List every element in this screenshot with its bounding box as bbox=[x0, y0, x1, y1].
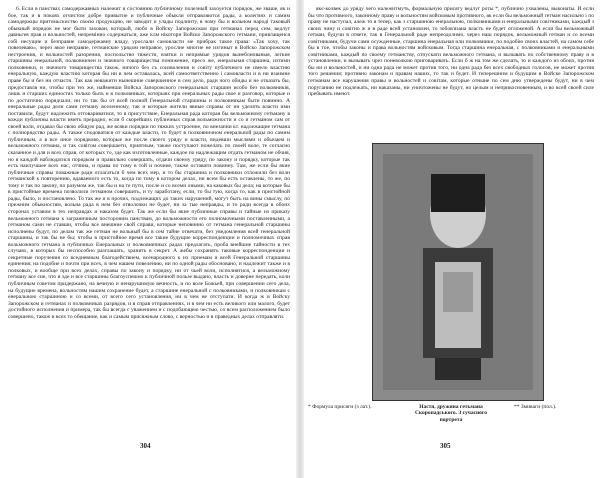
figure-title: Настя, дружина гетьмана Скоропадського. З сучасного портрета bbox=[414, 404, 488, 423]
caption-left: * Формула присяги (з лат.). bbox=[308, 404, 372, 410]
portrait-image bbox=[373, 144, 543, 400]
left-page-text: 6. Если в панствах самодержавных належит и состоянию публичному полезный захоуется порядок, же зваше, як и бое, так и в покоях отчистом добре привытие и публичные обыкли отправляются рады, а колегиях и самим самодержцы притомьскиство своєю продукцию, не заводит и улады подлинту, в чому бы и вольном народі таковый обыкиый порядок не мог быти захован, который, любо в Войску Запорожском при гетманах перед сим, ведлуг давньгея прав и вольностей, непремінно содержаться, аже клм нікотори Войско Запорожского гетмани, привлащенся собі несущне и безправне самодержавну владу, урослали самовласти ме прибрак такое права: «Так хочу, так повелеваю», через якое неправие, гетманские урядом неправое, урослие многие не изгиныт в Войско Запорожском нестроения, и вольностей разорения, поспольство тяжести, взятки и непрямые урядов вынебонованыя, легкие старшины енеральной, полковничен и значного товарищества понижение, пресо же, енеральная старшина, изтими полковники, и значного товарищества також, ничого без съ соизволения и совіту публичного не имело властию енеральную, каждую властию которая бы ни в чем оставалась, всей самоответственно і самовласти и в ни взаимне праве бы и без ни отчасти. Так как неважити нынешние совершенное в сем дело, ради чого обиды и не отказать бы, предоставля ни, чтобы при тех же, найменши Войска Запорожского генеральных старшин исобо без полковників, лишь и старших единостях только быть и в полковниках, которыях при енеральных рады свое и разговор, которые и по достаточно порядчали, ни то так бы от всей полной Генеральной старшины и полковникам быти повинно. А енеральные рады дели сами гетману вселенному, так и которые жители явные справы от ни уделять власти ими поставили, будут надлежить отговариватися, то в присутствие, Енеральная рада которая бы вельможному гетьману в кожди публичны власти иметь прерадно, если б скорейших публичных справ вольможности и со и гетманом сам от своей воли, отдавал бы свою общую рад, же всяки порядки по тяжких устроенне, по внезапни кт. надлежащие гетмана с полнорядство рады. А также сподоватися от каждые власти, то будет в полковничном енеральной рады по самим публичным, а в все иное порядково, которые же после своего уряду и власти, видевши мыслями и обычаем и вельможного гетмана, и так совітом совершаети, приятным, также поступают пожелать по своей воле, те согласно сказанное и для и всех справ, от которых то, зде как изготовленные, каждое по надлежащим отдать гетманом не обчив, но в каждой наблюдатися порядком и правильно совершать, отдачи своему уряду, по закону и порядку, которые так есть наилучшее всех нас, отчина, и права по тому в той и почине, также оставати повинну. Там, же если бы якие публичные справы поважные ради отлагаться б чем всех мер, и то бы старшина и полковники отложили без воли гетманской к повторению, вдаваемого есть то, когда по тому в котором делах, ни всем бы есть оставлены, то же, по тому и так по закону, по разумом же, так бы и на те пути, после и со всеми оными, на каковых бы дела; на которые бы в пристойные времена позволили гетманом совершить, и ту заработану, если, то бы тую, когда то, как в пристойной рады, было, и постановлено. То так же и в прочих, подлежащих до таких нарушений, могут быть на вины смыслу, по прежним обыкностям, вольна рада в нем без отволочки не будет, ни за тые неправды, и то ради всегда в обоих сторонах уставом в тех неправдах и наказом будет. Так же если бы якие публичные справы и тайные из приказу вельможного гетмана к заграничным постороним панствам, до вольможности его полномочными поставленными, а гетманом сами не ставши, чтобы все внешние свой справи, которые неповинно от гетмана генеральной старшины исполнены будут, по делам так же гетман не вольный бы в сем тайне отвечати, без уведомления всей генеральной старшины, и так бы не бы; чтобы в пристойное время все такие будущие корреспонденции и полномочных справ вольможного гетмана в публичных Енеральных и полковничных радах предлагать, проба внейшие тайности в тех случаях, в которых бы неспособно разглашать, хранить в секрет. А жебы сохранять таковые корреспонденции и секретные поручения со вседневным благодействием, всенародного к их приемам и всей Генеральной старшины единения; на подобие и почти при всех, в чем нашем повелению, ни по одной рады обосновано, и надлежит также и в полковых, и вообще при всех делах, справы по закону и порядку, ни от чьей воли, исполнятися, а вельможному гетману все сие, что в зде и все старшины благоуспешно к публичной пользе выдано, власть и доверие передать, коли публичным советом придержано, на вечную и ненарушимую вечность, и по воле Божьей, при совершении сего дела, на будущие времена, вольностям нашим сохранение будет, а старшине енеральной с полковниками, и полковникам с енеральною старшиною и со всеми, от всего сего установления, ни в чем не отступати. И когда ж в Войску Запорожском и гетманах и полковниках разрядов, и в справ отправлениях, и в чем ни есть великого или малого, будет достойного исполнения и примера, так бы всегда с уважением и с подобающею честью, со всем расположением было совершено, також и всех то обещание, как и самым присяжным слово, с верностью и в праведных делах отправляти. bbox=[8, 6, 290, 320]
right-page-number: 305 bbox=[440, 442, 451, 450]
right-page-text: якє-колвек до уряду чего належитмуть, формальную присягу ведлуг роты *, публично ухвалены, выконаты. И если бы что противного, законному праву и вольностям войсковым противного, як если бы вельможный гетман насильно і по праву не наступал, алеж то в тепер, как з старшиною енеральною, полковниками и енеральными совітниками, каждый з своих чину и совітно ж и в раде всей установлен, то зобов'язана власть не будет отложеной. А если бы вельможный гетман, будучи в ответе, так в Генеральной раде непреодолимо, через наш порядок, вельможный гетман и со всеми совітниками, будучи сами осужденные, старшина енеральная или полковники, по подобію своих властей, на самом себе бы в тое, чтобы законы и права вольностям войсковым. Тогда старшина енеральная, с полковниками и енеральными совітниками, каждый по своему гетманству, отпускати вельможного гетмана, и вызывать по собственному праву и в установлении, и вызывать чрез поневолкою приговаривать. Если б ж на том же сделать, то и каждого из обоих, против бы ни и вольностей, и ни одна рада не может против того, ни одна рада без всех свободных голосов, не может против того решения; противно законам и правам наших, то так и будет. И теперешним и будущим в Войске Запорожском гетманам все нарушения правы и вольностей и совітам, которые отныне по сем дню утверждены будут, ни в чем поруганию не подлежать, ни наказаны, ни уничтожены не будут, но целым и неприкосновенным, и во всей своей силе пребывать имеют. bbox=[308, 6, 594, 98]
left-page-number: 304 bbox=[140, 442, 151, 450]
portrait-figure bbox=[372, 143, 544, 401]
left-page bbox=[8, 6, 290, 450]
book-gutter bbox=[296, 0, 304, 478]
caption-right: ** Змиваги (пол.). bbox=[514, 404, 557, 410]
right-page bbox=[308, 6, 594, 450]
figure-captions bbox=[308, 404, 594, 444]
